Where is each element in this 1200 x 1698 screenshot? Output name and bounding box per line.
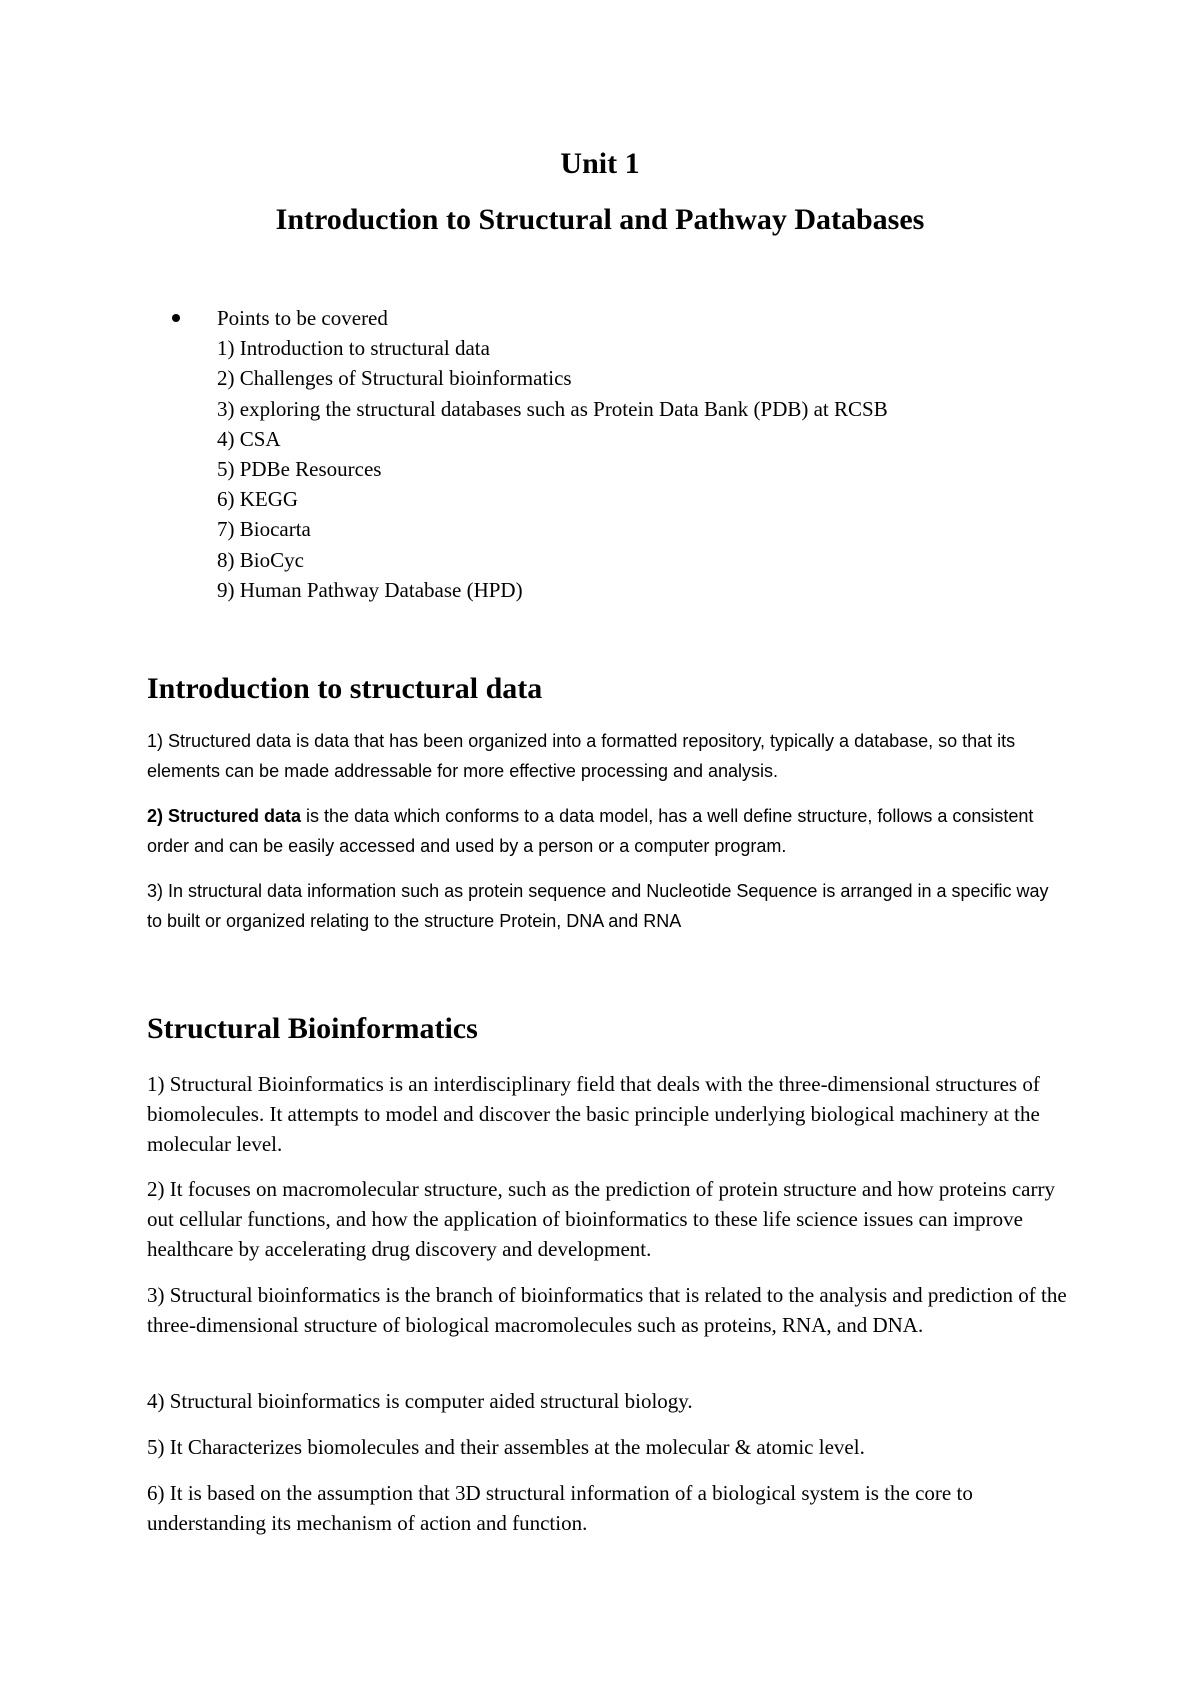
list-item: 7) Biocarta (217, 517, 311, 542)
bioinformatics-paragraph: 4) Structural bioinformatics is computer aided structural biology. (147, 1389, 693, 1413)
bioinformatics-paragraph: 5) It Characterizes biomolecules and their assembles at the molecular & atomic level. (147, 1435, 865, 1459)
points-list (187, 303, 1087, 605)
list-item: 8) BioCyc (217, 547, 304, 572)
paragraph-number: 2) (147, 806, 164, 826)
paragraph-text: is the data which conforms to a data model, has a well define structure, follows a consistent order and can be easily accessed and used by a person or a computer program. (147, 806, 1034, 856)
points-heading: Points to be covered (217, 306, 388, 330)
list-item: 3) exploring the structural databases such as Protein Data Bank (PDB) at RCSB (217, 396, 888, 421)
intro-paragraph (147, 876, 1067, 936)
paragraph-number: 3) (147, 881, 164, 901)
section-heading-structural-bioinformatics: Structural Bioinformatics (147, 1012, 478, 1045)
list-item: 9) Human Pathway Database (HPD) (217, 577, 523, 602)
section-heading-structural-data: Introduction to structural data (147, 672, 543, 705)
bullet-icon (172, 314, 180, 322)
list-item: 6) KEGG (217, 487, 299, 512)
document-title: Introduction to Structural and Pathway Databases (275, 203, 925, 236)
paragraph-text: In structural data information such as protein sequence and Nucleotide Sequence is arranged in a specific way to built or organized relating to the structure Protein, DNA and RNA (147, 881, 1049, 931)
list-item: 1) Introduction to structural data (217, 336, 490, 361)
bioinformatics-paragraph: 6) It is based on the assumption that 3D structural information of a biological system is the core to understanding its mechanism of action and function. (147, 1481, 973, 1535)
intro-paragraph (147, 801, 1067, 861)
bioinformatics-paragraph: 3) Structural bioinformatics is the branch of bioinformatics that is related to the analysis and prediction of the three-dimensional structure of biological macromolecules such as proteins, RNA, and DNA. (147, 1283, 1067, 1337)
list-item: 5) PDBe Resources (217, 457, 382, 482)
list-item: 2) Challenges of Structural bioinformatics (217, 366, 572, 391)
paragraph-number: 1) (147, 731, 164, 751)
list-item: 4) CSA (217, 426, 281, 451)
intro-paragraph (147, 726, 1067, 786)
bioinformatics-paragraph: 1) Structural Bioinformatics is an interdisciplinary field that deals with the three-dimensional structures of biomolecules. It attempts to model and discover the basic principle underlying biological machinery at the molecular level. (147, 1072, 1040, 1156)
bioinformatics-paragraph: 2) It focuses on macromolecular structure, such as the prediction of protein structure and how proteins carry out cellular functions, and how the application of bioinformatics to these life science issues can improve healthcare by accelerating drug discovery and development. (147, 1177, 1055, 1261)
unit-title: Unit 1 (560, 147, 640, 180)
paragraph-text: Structured data is data that has been organized into a formatted repository, typically a database, so that its elements can be made addressable for more effective processing and analysis. (147, 731, 1016, 781)
paragraph-bold-term: Structured data (163, 806, 302, 826)
